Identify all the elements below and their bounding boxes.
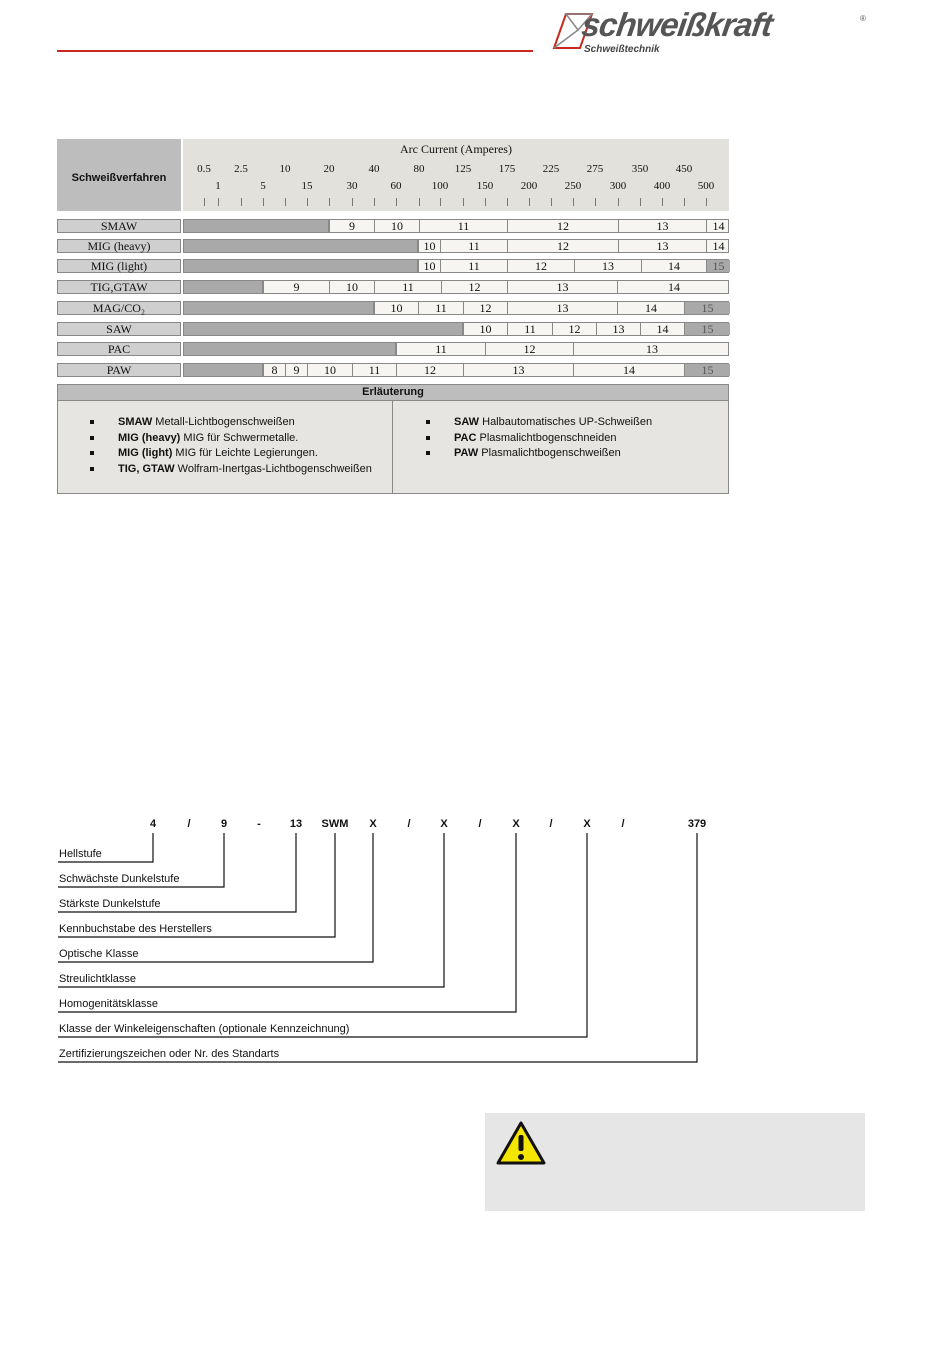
- shade-range-bar: [374, 301, 729, 315]
- below-range-bar: [183, 239, 418, 253]
- legend-item: [86, 463, 372, 479]
- marking-label: Hellstufe: [59, 848, 102, 860]
- tick-label-top: 225: [542, 163, 560, 175]
- tick-mark: [573, 198, 574, 206]
- tick-mark: [352, 198, 353, 206]
- tick-label-top: 175: [498, 163, 516, 175]
- shade-number-cell: 15: [685, 302, 730, 314]
- shade-range-bar: [396, 342, 729, 356]
- marking-code-char: /: [621, 818, 625, 830]
- tick-mark: [662, 198, 663, 206]
- marking-code-char: X: [440, 818, 448, 830]
- tick-mark: [307, 198, 308, 206]
- shade-number-cell: 13: [464, 364, 574, 376]
- marking-code-char: X: [583, 818, 591, 830]
- legend-text: Metall-Lichtbogenschweißen: [152, 416, 295, 428]
- process-header-label: Schweißverfahren: [71, 172, 167, 184]
- shade-number-cell: 15: [707, 260, 730, 272]
- marking-label: Streulichtklasse: [59, 973, 137, 985]
- shade-number-cell: 13: [575, 260, 642, 272]
- shade-number-cell: 13: [646, 342, 658, 356]
- marking-code-char: /: [549, 818, 553, 830]
- marking-code-char: SWM: [321, 818, 349, 830]
- process-label: SMAW: [57, 219, 181, 233]
- tick-mark: [396, 198, 397, 206]
- marking-label: Schwächste Dunkelstufe: [59, 873, 180, 885]
- tick-label-bottom: 30: [346, 180, 358, 192]
- marking-code-char: 4: [149, 818, 157, 830]
- marking-code-char: 9: [220, 818, 228, 830]
- marking-label: Stärkste Dunkelstufe: [59, 898, 161, 910]
- warning-triangle-icon: [495, 1120, 547, 1166]
- legend-abbr: PAW: [454, 447, 479, 459]
- shade-number-cell: 14: [618, 302, 685, 314]
- tick-mark: [218, 198, 219, 206]
- tick-label-bottom: 200: [520, 180, 538, 192]
- shade-number-cell: 12: [486, 343, 574, 355]
- shade-number-cell: 9: [264, 281, 330, 293]
- below-range-bar: [183, 363, 263, 377]
- tick-mark: [618, 198, 619, 206]
- process-label: PAW: [57, 363, 181, 377]
- marking-code-char: 379: [687, 818, 707, 830]
- tick-label-bottom: 5: [260, 180, 266, 192]
- tick-label-top: 10: [279, 163, 291, 175]
- tick-label-bottom: 60: [390, 180, 402, 192]
- shade-number-cell: 13: [597, 323, 641, 335]
- tick-mark: [263, 198, 264, 206]
- shade-number-cell: 14: [668, 280, 680, 294]
- shade-number-cell: 13: [619, 240, 707, 252]
- legend-text: Halbautomatisches UP-Schweißen: [479, 416, 653, 428]
- tick-label-bottom: 250: [564, 180, 582, 192]
- tick-label-top: 0.5: [197, 163, 211, 175]
- shade-number-cell: 11: [375, 281, 442, 293]
- legend-abbr: SMAW: [118, 416, 153, 428]
- process-label: SAW: [57, 322, 181, 336]
- tick-mark: [440, 198, 441, 206]
- tick-label-top: 2.5: [234, 163, 248, 175]
- shade-number-cell: 11: [441, 240, 508, 252]
- shade-number-cell: 11: [508, 323, 553, 335]
- marking-leader-line: [58, 833, 444, 987]
- legend-abbr: TIG, GTAW: [118, 462, 175, 475]
- table-header-process: [57, 139, 181, 211]
- process-label: PAC: [57, 342, 181, 356]
- tick-label-bottom: 1: [215, 180, 221, 192]
- shade-number-cell: 14: [574, 364, 685, 376]
- below-range-bar: [183, 322, 463, 336]
- shade-number-cell: 11: [397, 343, 486, 355]
- shade-number-cell: 11: [441, 260, 508, 272]
- tick-mark: [706, 198, 707, 206]
- shade-range-bar: [418, 259, 729, 273]
- legend-list-right: [422, 416, 652, 463]
- shade-range-bar: [418, 239, 729, 253]
- shade-number-cell: 10: [419, 240, 441, 252]
- header-rule: [57, 50, 533, 52]
- shade-range-bar: [329, 219, 729, 233]
- legend-abbr: MIG (heavy): [118, 431, 181, 444]
- marking-code-char: /: [407, 818, 411, 830]
- tick-mark: [241, 198, 242, 206]
- shade-number-cell: 12: [508, 240, 619, 252]
- shade-number-cell: 9: [330, 220, 375, 232]
- tick-label-top: 450: [675, 163, 693, 175]
- tick-label-bottom: 15: [301, 180, 313, 192]
- shade-number-cell: 10: [464, 323, 508, 335]
- shade-number-cell: 15: [685, 364, 730, 376]
- marking-code-char: -: [257, 818, 261, 830]
- logo-registered-mark: ®: [860, 14, 866, 23]
- tick-label-bottom: 100: [431, 180, 449, 192]
- legend-abbr: SAW: [454, 416, 480, 428]
- below-range-bar: [183, 259, 418, 273]
- shade-number-cell: 13: [619, 220, 707, 232]
- tick-mark: [507, 198, 508, 206]
- tick-mark: [419, 198, 420, 206]
- legend-list-left: [86, 416, 372, 478]
- shade-number-cell: 10: [308, 364, 353, 376]
- shade-number-cell: 12: [397, 364, 464, 376]
- process-label: MIG (light): [57, 259, 181, 273]
- tick-mark: [595, 198, 596, 206]
- arc-current-title: Arc Current (Amperes): [400, 142, 512, 156]
- legend-item: [86, 432, 372, 448]
- legend-abbr: PAC: [454, 431, 477, 444]
- marking-code-char: /: [478, 818, 482, 830]
- legend-item: [422, 416, 652, 432]
- shade-number-cell: 12: [464, 302, 508, 314]
- marking-code-char: X: [512, 818, 520, 830]
- process-label: MIG (heavy): [57, 239, 181, 253]
- marking-label: Zertifizierungszeichen oder Nr. des Standarts: [59, 1048, 280, 1060]
- tick-mark: [204, 198, 205, 206]
- shade-number-cell: 12: [508, 260, 575, 272]
- marking-label: Klasse der Winkeleigenschaften (optionale Kennzeichnung): [59, 1023, 350, 1035]
- legend-item: [86, 416, 372, 432]
- shade-number-cell: 9: [286, 364, 308, 376]
- shade-number-cell: 10: [375, 220, 420, 232]
- below-range-bar: [183, 219, 329, 233]
- tick-mark: [640, 198, 641, 206]
- legend-text: MIG für Schwermetalle.: [180, 431, 299, 444]
- shade-number-cell: 14: [642, 260, 707, 272]
- process-label: MAG/CO₂: [57, 301, 181, 315]
- marking-label: Homogenitätsklasse: [59, 998, 159, 1010]
- shade-number-cell: 12: [508, 220, 619, 232]
- tick-label-top: 275: [586, 163, 604, 175]
- shade-number-cell: 11: [420, 220, 508, 232]
- shade-number-cell: 15: [685, 323, 730, 335]
- legend-abbr: MIG (light): [118, 447, 173, 459]
- legend-item: [86, 447, 372, 463]
- legend-text: Plasmalichtbogenschneiden: [476, 431, 617, 444]
- shade-number-cell: 11: [419, 302, 464, 314]
- legend-item: [422, 447, 652, 463]
- shade-range-bar: [263, 363, 729, 377]
- tick-mark: [374, 198, 375, 206]
- tick-mark: [329, 198, 330, 206]
- marking-label: Kennbuchstabe des Herstellers: [59, 923, 212, 935]
- legend-text: MIG für Leichte Legierungen.: [172, 447, 318, 459]
- shade-number-cell: 12: [442, 281, 508, 293]
- tick-label-bottom: 400: [653, 180, 671, 192]
- tick-label-top: 350: [631, 163, 649, 175]
- shade-number-cell: 10: [330, 281, 375, 293]
- below-range-bar: [183, 301, 374, 315]
- shade-number-cell: 8: [264, 364, 286, 376]
- tick-label-bottom: 300: [609, 180, 627, 192]
- legend-item: [422, 432, 652, 448]
- shade-number-cell: 14: [712, 219, 725, 233]
- shade-number-cell: 14: [712, 239, 725, 253]
- shade-number-cell: 14: [641, 323, 685, 335]
- marking-code-char: 13: [289, 818, 303, 830]
- legend-text: Wolfram-Inertgas-Lichtbogenschweißen: [174, 462, 372, 475]
- below-range-bar: [183, 342, 396, 356]
- below-range-bar: [183, 280, 263, 294]
- tick-mark: [285, 198, 286, 206]
- tick-label-top: 125: [454, 163, 472, 175]
- shade-number-cell: 10: [375, 302, 419, 314]
- tick-label-top: 80: [413, 163, 425, 175]
- logo-subtitle: Schweißtechnik: [584, 44, 660, 55]
- marking-label: Optische Klasse: [59, 948, 139, 960]
- legend-text: Plasmalichtbogenschweißen: [478, 447, 621, 459]
- legend-divider: [392, 401, 393, 494]
- tick-label-bottom: 150: [476, 180, 494, 192]
- shade-number-cell: 13: [508, 281, 618, 293]
- tick-label-top: 40: [368, 163, 380, 175]
- shade-number-cell: 11: [353, 364, 397, 376]
- shade-number-cell: 13: [508, 302, 618, 314]
- legend-title: Erläuterung: [57, 384, 729, 401]
- tick-mark: [463, 198, 464, 206]
- process-label: TIG,GTAW: [57, 280, 181, 294]
- tick-mark: [485, 198, 486, 206]
- shade-number-cell: 10: [419, 260, 441, 272]
- shade-range-bar: [463, 322, 729, 336]
- tick-mark: [551, 198, 552, 206]
- tick-mark: [529, 198, 530, 206]
- tick-mark: [684, 198, 685, 206]
- shade-range-bar: [263, 280, 729, 294]
- tick-label-top: 20: [323, 163, 335, 175]
- marking-code-char: /: [187, 818, 191, 830]
- tick-label-bottom: 500: [697, 180, 715, 192]
- shade-number-cell: 12: [553, 323, 597, 335]
- marking-code-char: X: [369, 818, 377, 830]
- logo-wordmark: schweißkraft: [579, 6, 775, 43]
